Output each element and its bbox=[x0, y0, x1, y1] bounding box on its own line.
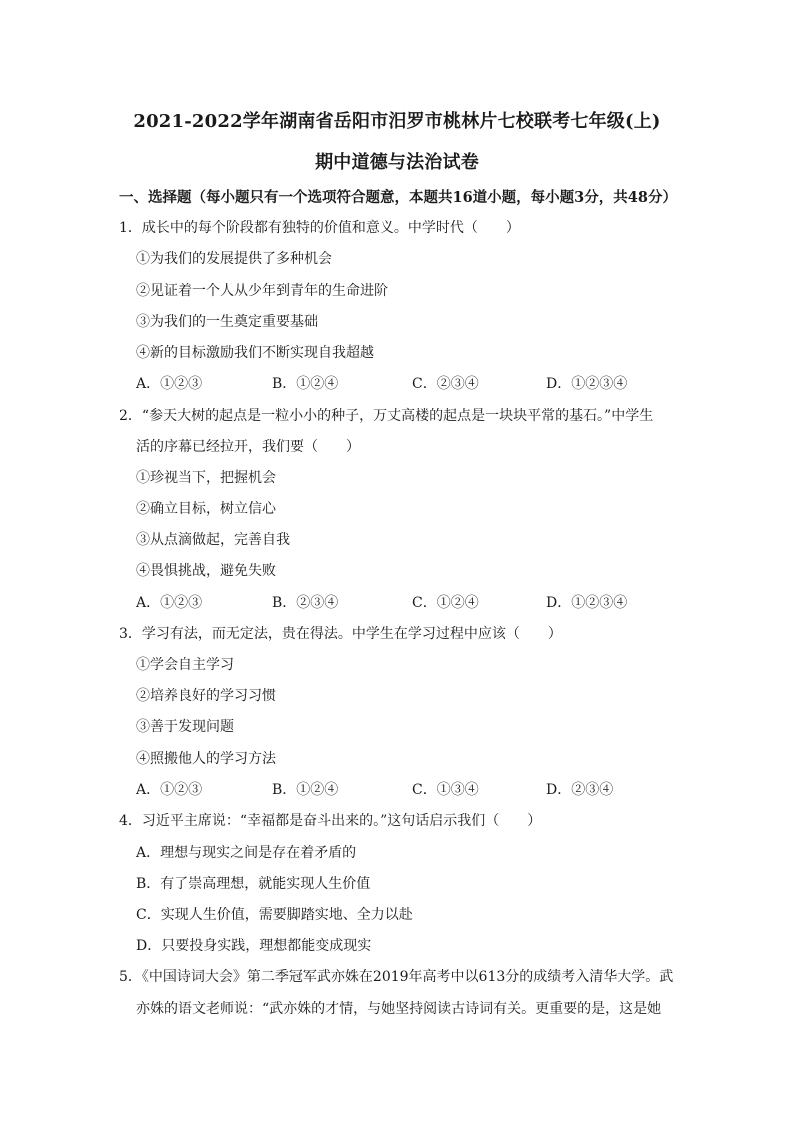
question-3-item-2: ②培养良好的学习习惯 bbox=[136, 688, 276, 704]
question-1-item-4: ④新的目标激励我们不断实现自我超越 bbox=[136, 345, 374, 361]
question-3-item-1: ①学会自主学习 bbox=[136, 657, 234, 673]
question-2-option-a: A．①②③ bbox=[136, 595, 203, 611]
question-3-stem: 3．学习有法，而无定法，贵在得法。中学生在学习过程中应该（ ） bbox=[119, 626, 562, 642]
question-1-option-c: C．②③④ bbox=[412, 376, 479, 392]
section-heading-choice: 一、选择题（每小题只有一个选项符合题意，本题共16道小题，每小题3分，共48分） bbox=[119, 189, 677, 206]
question-5-stem-line-2: 亦姝的语文老师说：“武亦姝的才情，与她坚持阅读古诗词有关。更重要的是，这是她 bbox=[136, 1001, 662, 1017]
exam-title-line-1: 2021-2022学年湖南省岳阳市汨罗市桃林片七校联考七年级(上) bbox=[133, 111, 661, 132]
question-2-stem-line-1: 2．“参天大树的起点是一粒小小的种子，万丈高楼的起点是一块块平常的基石。”中学生 bbox=[119, 408, 654, 424]
question-2-item-4: ④畏惧挑战，避免失败 bbox=[136, 563, 276, 579]
question-1-item-3: ③为我们的一生奠定重要基础 bbox=[136, 314, 318, 330]
question-4-option-a: A．理想与现实之间是存在着矛盾的 bbox=[136, 845, 357, 861]
question-1-option-b: B．①②④ bbox=[272, 376, 339, 392]
question-3-option-a: A．①②③ bbox=[136, 782, 203, 798]
question-2-option-b: B．②③④ bbox=[272, 595, 339, 611]
question-2-item-3: ③从点滴做起，完善自我 bbox=[136, 532, 290, 548]
question-3-item-3: ③善于发现问题 bbox=[136, 719, 234, 735]
question-2-item-2: ②确立目标，树立信心 bbox=[136, 501, 276, 517]
question-4-option-d: D．只要投身实践，理想都能变成现实 bbox=[136, 938, 372, 954]
question-4-option-b: B．有了崇高理想，就能实现人生价值 bbox=[136, 876, 371, 892]
question-5-stem-line-1: 5．《中国诗词大会》第二季冠军武亦姝在2019年高考中以613分的成绩考入清华大学。武 bbox=[119, 969, 674, 985]
question-2-option-c: C．①②④ bbox=[412, 595, 479, 611]
question-3-option-c: C．①③④ bbox=[412, 782, 479, 798]
question-3-item-4: ④照搬他人的学习方法 bbox=[136, 751, 276, 767]
question-1-item-1: ①为我们的发展提供了多种机会 bbox=[136, 251, 332, 267]
question-2-option-d: D．①②③④ bbox=[546, 595, 628, 611]
question-2-stem-line-2: 活的序幕已经拉开，我们要（ ） bbox=[136, 439, 360, 455]
question-1-stem: 1．成长中的每个阶段都有独特的价值和意义。中学时代（ ） bbox=[119, 220, 520, 236]
question-1-item-2: ②见证着一个人从少年到青年的生命进阶 bbox=[136, 283, 388, 299]
question-2-item-1: ①珍视当下，把握机会 bbox=[136, 470, 276, 486]
question-1-option-d: D．①②③④ bbox=[546, 376, 628, 392]
question-3-option-d: D．②③④ bbox=[546, 782, 614, 798]
exam-title-line-2: 期中道德与法治试卷 bbox=[315, 152, 479, 173]
question-3-option-b: B．①②④ bbox=[272, 782, 339, 798]
question-1-option-a: A．①②③ bbox=[136, 376, 203, 392]
question-4-stem: 4．习近平主席说：“幸福都是奋斗出来的。”这句话启示我们（ ） bbox=[119, 813, 542, 829]
question-4-option-c: C．实现人生价值，需要脚踏实地、全力以赴 bbox=[136, 907, 413, 923]
